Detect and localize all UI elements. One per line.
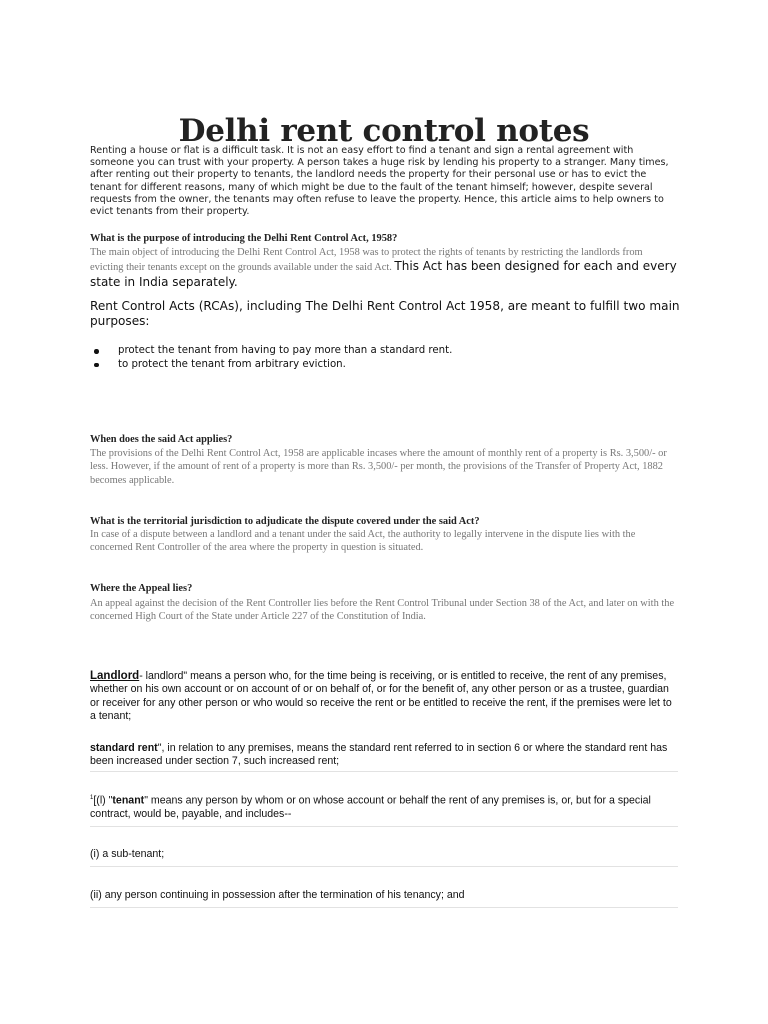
question-appeal: Where the Appeal lies? [90,583,193,594]
footnote-marker: 1 [90,795,94,801]
answer-applies: The provisions of the Delhi Rent Control Act, 1958 are applicable incases where the amount of monthly rent of a property is Rs. 3,500/- or less. However, if the amount of rent of a property is more than Rs. 3,500/- per month, the provisions of the Transfer of Property Act, 1882 becomes applicable. [90,448,667,486]
rca-paragraph: Rent Control Acts (RCAs), including The Delhi Rent Control Act 1958, are meant to fulfill two main purposes: [90,299,680,328]
answer-jurisdiction: In case of a dispute between a landlord and a tenant under the said Act, the authority to legally intervene in the dispute lies with the concerned Rent Controller of the area where the property in question is situated. [90,529,636,554]
definition-tenant: $^1$[(l) "tenant" means any person by whom or on whose account or behalf the rent of any premises is, or, but for a special contract, would be, payable, and includes-- [90,794,651,820]
clause-sub-tenant: (i) a sub-tenant; [90,848,165,860]
answer-purpose-text: The main object of introducing the Delhi Rent Control Act, 1958 was to protect the rights of tenants by restricting the landlords from evicting their tenants except on the grounds available under the said Act. [90,247,643,274]
intro-paragraph: Renting a house or flat is a difficult task. It is not an easy effort to find a tenant and sign a rental agreement with someone you can trust with your property. A person takes a huge risk by lending his property to a stranger. Many times, after renting out their property to tenants, the landlord needs the property for their personal use or has to evict the tenant for different reasons, many of which might be due to the fault of the tenant himself; however, despite several requests from the owner, the tenants may often refuse to leave the property. Hence, this article aims to help owners to evict tenants from their property. [90,145,669,218]
question-purpose: What is the purpose of introducing the Delhi Rent Control Act, 1958? [90,233,398,244]
definition-standard-rent: standard rent", in relation to any premises, means the standard rent referred to in section 6 or where the standard rent has been increased under section 7, such increased rent; [90,742,668,768]
bullet-icon [94,363,99,368]
definition-landlord: Landlord- landlord" means a person who, for the time being is receiving, or is entitled to receive, the rent of any premises, whether on his own account or on account of or on behalf of, or for the benefit of, any other person or as a trustee, guardian or receiver for any other person or who would so receive the rent or be entitled to receive the rent, if the premises were let to a tenant; [90,670,672,723]
question-jurisdiction: What is the territorial jurisdiction to adjudicate the dispute covered under the said Act? [90,516,480,527]
divider [90,826,678,827]
page-title: Delhi rent control notes [178,112,590,149]
list-item: to protect the tenant from arbitrary eviction. [90,358,452,372]
answer-purpose-extra: This Act has been designed for each and every state in India separately. [90,259,677,289]
answer-appeal: An appeal against the decision of the Rent Controller lies before the Rent Control Tribunal under Section 38 of the Act, and later on with the concerned High Court of the State under Article 227 of the Constitution of India. [90,598,675,623]
term-tenant: tenant [112,794,145,807]
divider [90,907,678,908]
divider [90,866,678,867]
list-item: protect the tenant from having to pay more than a standard rent. [90,344,452,358]
question-applies: When does the said Act applies? [90,434,233,445]
purposes-list [90,344,452,372]
clause-continuing-possession: (ii) any person continuing in possession after the termination of his tenancy; and [90,889,465,901]
term-standard-rent: standard rent [90,742,158,754]
term-landlord: Landlord [90,670,140,682]
answer-purpose [90,246,678,290]
bullet-icon [94,349,99,354]
divider [90,771,678,772]
